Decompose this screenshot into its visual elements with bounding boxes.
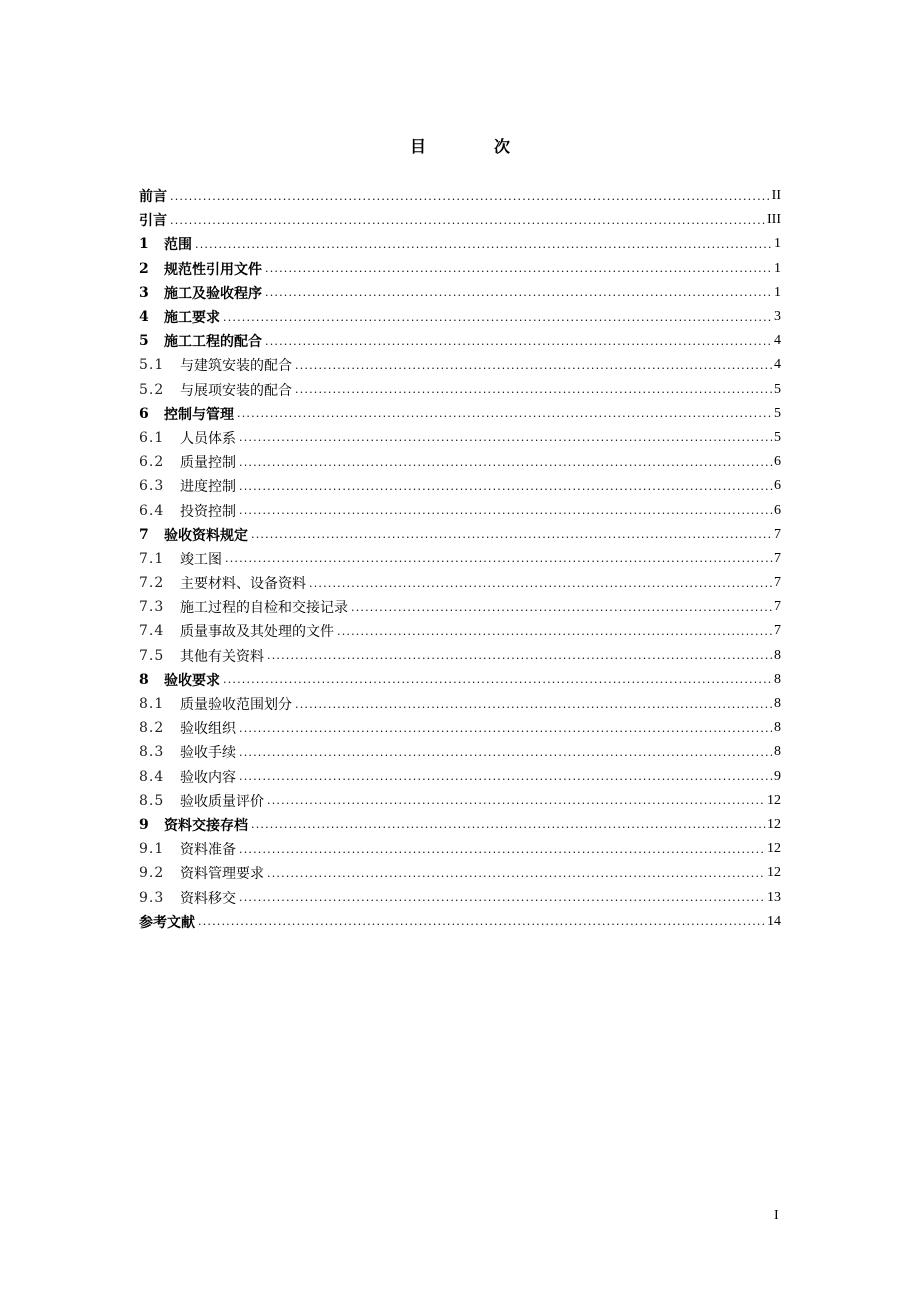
toc-dot-leader	[251, 818, 766, 831]
toc-entry[interactable]	[139, 547, 781, 571]
toc-entry-page: 12	[767, 816, 781, 832]
toc-entry[interactable]	[139, 257, 781, 281]
toc-entry[interactable]	[139, 910, 781, 934]
toc-entry-number: 7	[139, 526, 149, 543]
toc-dot-leader	[239, 722, 773, 735]
toc-entry-label: 施工要求	[164, 310, 220, 327]
table-of-contents	[139, 184, 781, 934]
toc-entry-page: 13	[767, 889, 781, 905]
toc-entry-number: 9.2	[139, 865, 165, 882]
toc-dot-leader	[351, 601, 773, 614]
toc-entry[interactable]	[139, 885, 781, 909]
toc-entry-number: 8.3	[139, 744, 165, 761]
toc-entry-number: 2	[139, 260, 149, 277]
toc-entry[interactable]	[139, 619, 781, 643]
toc-entry-label: 规范性引用文件	[164, 261, 262, 278]
toc-entry-label: 范围	[164, 237, 192, 254]
toc-entry-page: 6	[774, 454, 781, 470]
toc-entry-number: 6.1	[139, 429, 165, 446]
toc-entry-page: III	[767, 212, 781, 228]
toc-dot-leader	[239, 431, 773, 444]
toc-entry-label: 与建筑安装的配合	[180, 358, 292, 375]
toc-entry-number: 1	[139, 236, 149, 253]
toc-entry-page: 6	[774, 502, 781, 518]
toc-entry-label: 验收组织	[180, 721, 236, 738]
toc-entry-page: 1	[774, 284, 781, 300]
toc-entry[interactable]	[139, 740, 781, 764]
toc-entry-label: 施工工程的配合	[164, 334, 262, 351]
toc-entry[interactable]	[139, 813, 781, 837]
toc-entry[interactable]	[139, 184, 781, 208]
toc-dot-leader	[239, 746, 773, 759]
toc-dot-leader	[239, 843, 766, 856]
toc-entry-page: 8	[774, 720, 781, 736]
toc-entry[interactable]	[139, 281, 781, 305]
toc-entry-page: 1	[774, 260, 781, 276]
toc-entry-number: 9	[139, 816, 149, 833]
toc-dot-leader	[170, 214, 766, 227]
toc-entry-label: 引言	[139, 213, 167, 230]
toc-entry-number: 6	[139, 405, 149, 422]
toc-dot-leader	[223, 673, 773, 686]
toc-entry-page: 7	[774, 623, 781, 639]
toc-entry[interactable]	[139, 378, 781, 402]
toc-entry[interactable]	[139, 426, 781, 450]
toc-entry-number: 8.4	[139, 768, 165, 785]
toc-dot-leader	[239, 480, 773, 493]
toc-entry-label: 进度控制	[180, 479, 236, 496]
toc-entry[interactable]	[139, 402, 781, 426]
toc-entry-page: 7	[774, 575, 781, 591]
toc-dot-leader	[295, 359, 773, 372]
toc-dot-leader	[170, 190, 771, 203]
toc-entry-number: 8	[139, 671, 149, 688]
page-number: I	[774, 1208, 779, 1223]
toc-entry-number: 7.3	[139, 599, 165, 616]
toc-entry[interactable]	[139, 644, 781, 668]
toc-entry-number: 5.2	[139, 381, 165, 398]
toc-entry-page: 5	[774, 405, 781, 421]
toc-entry-page: 8	[774, 744, 781, 760]
toc-entry-number: 4	[139, 309, 149, 326]
toc-entry[interactable]	[139, 837, 781, 861]
toc-dot-leader	[251, 528, 773, 541]
toc-entry[interactable]	[139, 668, 781, 692]
toc-entry-number: 6.3	[139, 478, 165, 495]
toc-dot-leader	[295, 698, 773, 711]
toc-entry-page: 6	[774, 478, 781, 494]
toc-entry[interactable]	[139, 571, 781, 595]
toc-entry-number: 7.5	[139, 647, 165, 664]
toc-entry-label: 人员体系	[180, 430, 236, 447]
toc-dot-leader	[267, 649, 773, 662]
toc-dot-leader	[267, 794, 766, 807]
toc-entry-label: 质量事故及其处理的文件	[180, 624, 334, 641]
toc-entry[interactable]	[139, 523, 781, 547]
toc-entry[interactable]	[139, 595, 781, 619]
toc-entry[interactable]	[139, 329, 781, 353]
toc-entry-number: 5	[139, 333, 149, 350]
toc-entry-label: 资料管理要求	[180, 866, 264, 883]
toc-entry-page: 9	[774, 768, 781, 784]
toc-entry[interactable]	[139, 474, 781, 498]
toc-entry-label: 控制与管理	[164, 406, 234, 423]
toc-entry-number: 6.4	[139, 502, 165, 519]
toc-entry-label: 质量验收范围划分	[180, 697, 292, 714]
toc-entry[interactable]	[139, 498, 781, 522]
toc-dot-leader	[237, 407, 773, 420]
toc-entry-label: 验收要求	[164, 672, 220, 689]
toc-entry-page: 5	[774, 429, 781, 445]
toc-entry-label: 验收资料规定	[164, 527, 248, 544]
toc-entry-page: 7	[774, 599, 781, 615]
toc-dot-leader	[309, 577, 773, 590]
toc-entry-label: 施工及验收程序	[164, 285, 262, 302]
toc-entry-page: 4	[774, 333, 781, 349]
toc-dot-leader	[239, 891, 766, 904]
toc-entry-label: 主要材料、设备资料	[180, 576, 306, 593]
toc-dot-leader	[265, 286, 773, 299]
toc-entry-page: 8	[774, 647, 781, 663]
toc-entry-label: 前言	[139, 189, 167, 206]
toc-entry-label: 验收内容	[180, 769, 236, 786]
toc-entry[interactable]	[139, 208, 781, 232]
toc-entry-label: 验收质量评价	[180, 793, 264, 810]
toc-entry-label: 其他有关资料	[180, 648, 264, 665]
toc-dot-leader	[239, 504, 773, 517]
toc-entry-number: 8.5	[139, 792, 165, 809]
toc-dot-leader	[337, 625, 773, 638]
toc-entry-page: 4	[774, 357, 781, 373]
toc-entry[interactable]	[139, 692, 781, 716]
toc-entry-page: 7	[774, 526, 781, 542]
toc-entry-number: 9.3	[139, 889, 165, 906]
toc-entry-label: 投资控制	[180, 503, 236, 520]
toc-dot-leader	[295, 383, 773, 396]
toc-entry-page: 3	[774, 309, 781, 325]
toc-dot-leader	[267, 867, 766, 880]
toc-dot-leader	[239, 770, 773, 783]
toc-entry-page: 12	[767, 865, 781, 881]
toc-entry-page: 12	[767, 841, 781, 857]
toc-entry[interactable]	[139, 861, 781, 885]
toc-entry[interactable]	[139, 305, 781, 329]
toc-entry-page: 1	[774, 236, 781, 252]
toc-entry-page: 8	[774, 696, 781, 712]
toc-entry-number: 6.2	[139, 454, 165, 471]
toc-entry-page: 8	[774, 671, 781, 687]
toc-entry-page: II	[771, 188, 781, 204]
toc-entry-number: 7.1	[139, 550, 165, 567]
toc-entry-label: 参考文献	[139, 914, 195, 931]
toc-entry-page: 14	[767, 913, 781, 929]
toc-entry-number: 5.1	[139, 357, 165, 374]
toc-entry-label: 资料交接存档	[164, 817, 248, 834]
toc-entry-label: 竣工图	[180, 551, 222, 568]
toc-entry-number: 8.1	[139, 696, 165, 713]
toc-entry-number: 3	[139, 284, 149, 301]
toc-dot-leader	[225, 552, 773, 565]
toc-entry-label: 资料移交	[180, 890, 236, 907]
toc-entry-number: 8.2	[139, 720, 165, 737]
toc-dot-leader	[265, 262, 773, 275]
toc-entry-label: 资料准备	[180, 842, 236, 859]
toc-entry-label: 与展项安装的配合	[180, 382, 292, 399]
toc-entry-page: 12	[767, 792, 781, 808]
toc-dot-leader	[265, 335, 773, 348]
toc-entry[interactable]	[139, 450, 781, 474]
page-title: 目 次	[409, 137, 536, 156]
toc-entry[interactable]	[139, 765, 781, 789]
toc-entry-label: 质量控制	[180, 455, 236, 472]
toc-entry-number: 7.4	[139, 623, 165, 640]
toc-dot-leader	[223, 311, 773, 324]
toc-entry[interactable]	[139, 789, 781, 813]
toc-entry-label: 验收手续	[180, 745, 236, 762]
toc-dot-leader	[195, 238, 773, 251]
toc-entry-page: 5	[774, 381, 781, 397]
toc-entry[interactable]	[139, 353, 781, 377]
toc-entry[interactable]	[139, 232, 781, 256]
toc-dot-leader	[239, 456, 773, 469]
toc-entry-label: 施工过程的自检和交接记录	[180, 600, 348, 617]
toc-dot-leader	[198, 915, 766, 928]
toc-entry-number: 7.2	[139, 575, 165, 592]
toc-entry-page: 7	[774, 550, 781, 566]
toc-entry-number: 9.1	[139, 841, 165, 858]
toc-entry[interactable]	[139, 716, 781, 740]
